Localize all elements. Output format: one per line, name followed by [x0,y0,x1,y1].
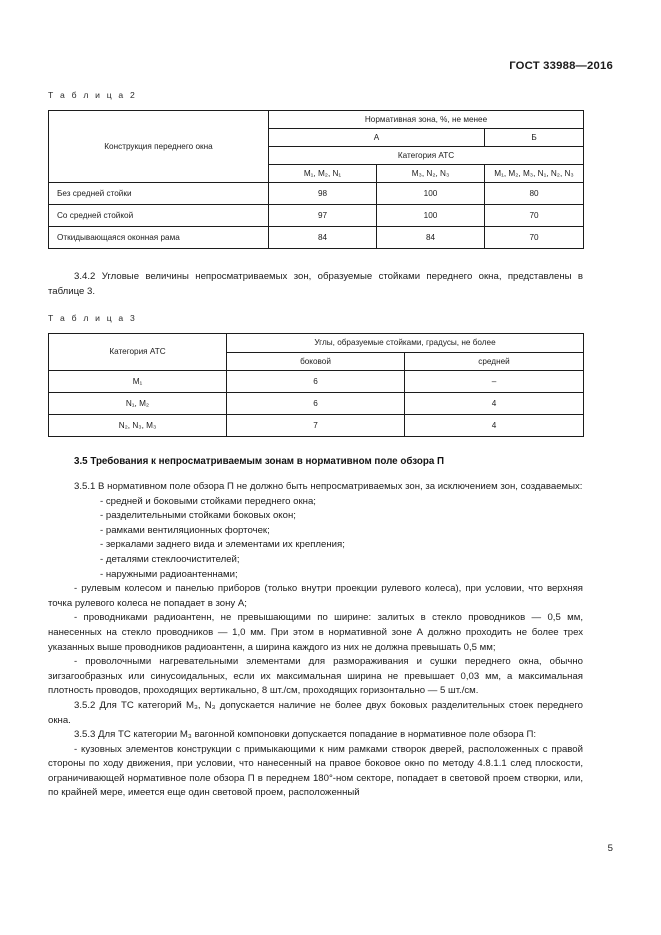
page-number: 5 [607,843,613,854]
table-3-row-label: N₂, N₃, M₃ [49,415,227,437]
table-3-cell: 4 [405,393,584,415]
table-2-cell: 100 [377,183,485,205]
table-3-group-header: Углы, образуемые стойками, градусы, не более [227,334,584,353]
table-2-grid [48,110,584,249]
paragraph-3-5-2: 3.5.2 Для ТС категорий M₃, N₃ допускается наличие не более двух боковых разделительных стоек переднего окна. [48,699,583,726]
table-2-cell: 97 [269,205,377,227]
paragraph-3-4-2-wrap [48,270,583,299]
table-3-row-label: N₁, M₂ [49,393,227,415]
list-item: - деталями стеклоочистителей; [100,553,240,565]
list-item: - средней и боковыми стойками переднего окна; [100,495,316,507]
standard-designation: ГОСТ 33988—2016 [509,60,613,72]
paragraph-3-5-1: 3.5.1 В нормативном поле обзора П не должно быть непросматриваемых зон, за исключением зон, создаваемых: [74,481,583,492]
table-2-row-header: Конструкция переднего окна [49,111,269,183]
table-row [49,393,584,415]
list-item-body-elements: - кузовных элементов конструкции с примыкающими к ним рамками створок дверей, расположенных с правой стороны по ходу движения, при условии, что нанесенный на правое боковое окно по методу 4.8.1.1 след плоскости, ограничивающей нормативное поле обзора П в переднем 180°-ном секторе, попадает в световой проем створки, или, по крайней мере, имеется еще один световой проем, расположенный [48,743,583,799]
table-row [49,334,584,353]
list-item-antenna-conductors: - проводниками радиоантенн, не превышающими по ширине: залитых в стекло проводников — 0,5 мм, нанесенных на стекло проводников — 1,0 мм. При этом в нормативной зоне А должно проходить не более трех указанных выше проводников радиоантенн, а ширина каждого из них не должна превышать 0,5 мм; [48,612,583,653]
table-2-cell: 98 [269,183,377,205]
table-2-cell: 80 [485,183,584,205]
table-3-cell: 7 [227,415,405,437]
table-row [49,415,584,437]
table-2-row-label: Без средней стойки [49,183,269,205]
table-2-cell: 70 [485,227,584,249]
table-2-zone-a: А [269,129,485,147]
table-2-category-cell: M₁, M₂, N₁ [269,165,377,183]
table-row [49,227,584,249]
table-2-row-label: Откидывающаяся оконная рама [49,227,269,249]
table-2-cell: 70 [485,205,584,227]
table-2-row-label: Со средней стойкой [49,205,269,227]
table-3-cell: 6 [227,393,405,415]
list-item: - разделительными стойками боковых окон; [100,510,296,522]
list-item: - рамками вентиляционных форточек; [100,524,270,536]
table-3-cell: – [405,371,584,393]
table-3-caption: Т а б л и ц а 3 [48,313,137,323]
table-3-row-header: Категория АТС [49,334,227,371]
section-3-5-heading: 3.5 Требования к непросматриваемым зонам в нормативном поле обзора П [74,456,445,467]
list-item: - зеркалами заднего вида и элементами их крепления; [100,539,345,551]
table-2-category-header: Категория АТС [269,147,584,165]
table-3 [48,333,584,437]
table-2-cell: 84 [269,227,377,249]
table-2-category-cell: M₃, N₂, N₃ [377,165,485,183]
table-3-row-label: M₁ [49,371,227,393]
table-2-cell: 100 [377,205,485,227]
table-2-group-header: Нормативная зона, %, не менее [269,111,584,129]
list-item: - наружными радиоантеннами; [100,568,238,580]
list-item-heating-elements: - проволочными нагревательными элементами для размораживания и сушки переднего окна, обычно зигзагообразных или синусоидальных, если их максимальная ширина не превышает 0,03 мм, а максимальная плотность проводов, проходящих вертикально, 8 шт./см, проходящих горизонтально — 5 шт./см. [48,656,583,697]
table-2-category-cell: M₁, M₂, M₃, N₁, N₂, N₃ [485,165,584,183]
table-3-cell: 6 [227,371,405,393]
table-row [49,111,584,129]
list-item-steering-wheel: - рулевым колесом и панелью приборов (только внутри проекции рулевого колеса), при условии, что верхняя точка рулевого колеса не попадает в зону А; [48,583,583,609]
table-2-caption: Т а б л и ц а 2 [48,90,137,100]
paragraph-3-5-3: 3.5.3 Для ТС категории M₃ вагонной компоновки допускается попадание в нормативное поле обзора П: [74,729,537,741]
table-2-zone-b: Б [485,129,584,147]
table-row [49,205,584,227]
table-3-grid [48,333,584,437]
table-2-cell: 84 [377,227,485,249]
table-row [49,371,584,393]
paragraph-3-4-2: 3.4.2 Угловые величины непросматриваемых зон, образуемые стойками переднего окна, представлены в таблице 3. [48,271,583,297]
table-row [49,183,584,205]
exception-list [48,495,583,583]
table-3-cell: 4 [405,415,584,437]
table-3-sub-header: боковой [227,352,405,371]
table-2 [48,110,584,249]
section-3-5 [48,455,583,801]
table-3-sub-header: средней [405,352,584,371]
